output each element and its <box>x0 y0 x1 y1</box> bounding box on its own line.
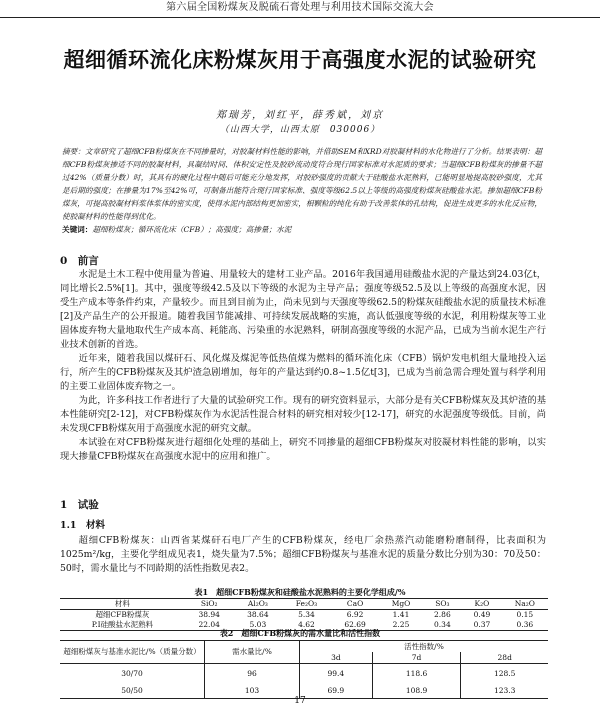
table-header-cell: Al₂O₃ <box>234 599 283 610</box>
table-header-cell: 28d <box>461 652 548 664</box>
paper-title: 超细循环流化床粉煤灰用于高强度水泥的试验研究 <box>63 48 537 72</box>
table-cell: 0.49 <box>473 610 491 619</box>
table-cell: 6.92 <box>346 610 364 619</box>
table-header-cell: CaO <box>331 599 380 610</box>
table-header-row <box>60 641 548 653</box>
header-rule <box>0 17 600 18</box>
table1-caption: 表1 超细CFB粉煤灰和硅酸盐水泥熟料的主要化学组成/% <box>194 587 406 597</box>
table-header-cell: Fe₂O₃ <box>282 599 331 610</box>
section-0-title: 0 前言 <box>60 255 99 267</box>
table-cell: 2.25 <box>392 620 410 629</box>
section-1-1-body <box>60 534 546 576</box>
table-header-cell: SiO₂ <box>185 599 234 610</box>
table-cell: 118.6 <box>372 664 461 685</box>
paragraph: 近年来，随着我国以煤矸石、风化煤及煤泥等低热值煤为燃料的循环流化床（CFB）锅炉发电机组大量地投入运行，所产生的CFB粉煤灰及其炉渣急剧增加，每年的产量达到约0.8~1.5亿t[3]，已成为当前急需合理处置与科学利用的主要工业固体废弃物之一。 <box>60 353 546 392</box>
table-cell: 4.62 <box>298 620 315 629</box>
keywords-label: 关键词： <box>62 225 93 234</box>
table-header-cell: 7d <box>372 652 461 664</box>
paragraph: 本试验在对CFB粉煤灰进行超细化处理的基础上，研究不同掺量的超细CFB粉煤灰对胶凝材料性能的影响，以实现大掺量CFB粉煤灰在高强度水泥中的应用和推广。 <box>60 437 546 462</box>
paragraph: 水泥是土木工程中使用量为普遍、用量较大的建材工业产品。2016年我国通用硅酸盐水泥的产量达到24.03亿t，同比增长2.5%[1]。其中，强度等级42.5及以下等级的水泥为主导产品；强度等级52.5及以上等级的高强度水泥，因受生产成本等条件约束，产量较少。而且到目前为止，尚未见到与天强度等级62.5的粉煤灰硅酸盐水泥的质量技术标准[2]及产品生产的公开报道。随着我国节能减排、可持续发展战略的实施，高认低强度等级的水泥，利用粉煤灰等工业固体废弃物大量地取代生产成本高、耗能高、污染重的水泥熟料，研制高强度等级的水泥产品，已成为当前水泥生产行业技术创新的首选。 <box>60 269 546 350</box>
table-header-cell: 超细粉煤灰与基准水泥比/%（质量分数） <box>60 641 205 664</box>
table-cell: 1.41 <box>392 610 410 619</box>
keywords: 超细粉煤灰；循环流化床（CFB）；高强度；高掺量；水泥 <box>92 225 292 234</box>
table-cell: 0.15 <box>516 610 534 619</box>
table-header-cell: K₂O <box>462 599 502 610</box>
keywords-line <box>62 223 542 236</box>
table-cell: 108.9 <box>372 684 461 699</box>
section-0-body <box>60 268 546 464</box>
table-row <box>60 610 548 621</box>
abstract <box>62 145 542 236</box>
table1 <box>60 598 548 631</box>
table-cell: 103 <box>205 684 300 699</box>
table2-caption: 表2 超细CFB粉煤灰的需水量比和活性指数 <box>219 628 381 638</box>
table-cell: 0.36 <box>516 620 534 629</box>
table-cell: 123.3 <box>461 684 548 699</box>
authors: 郑瑞芳，刘红平，薛秀斌，刘京 <box>216 110 384 121</box>
table-cell: 0.34 <box>434 620 451 629</box>
table-header-cell: MgO <box>379 599 422 610</box>
table-cell: 96 <box>205 664 300 685</box>
table2 <box>60 640 548 699</box>
page-number: 17 <box>294 696 306 706</box>
table-header-cell: 材料 <box>60 599 185 610</box>
affiliation: （山西大学，山西太原 030006） <box>219 125 381 135</box>
section-1-1-title: 1.1 材料 <box>60 520 106 531</box>
table-header-cell: 3d <box>300 652 373 664</box>
table-cell: 62.69 <box>344 620 366 629</box>
table-cell: 128.5 <box>461 664 548 685</box>
table-header-cell: 活性指数/% <box>300 641 549 653</box>
table-cell: 0.37 <box>473 620 491 629</box>
table-header-cell: SO₃ <box>423 599 463 610</box>
abstract-text: 摘要：文章研究了超细CFB粉煤灰在不同掺量时，对胶凝材料性能的影响，并借助SEM和XRD对胶凝材料的水化物进行了分析。结果表明：超细CFB粉煤灰掺适不同的胶凝材料，具凝结时间、体积安定性及胶砂流动度符合现行国家标准对水泥质的要求；当超细CFB粉煤灰的掺量不超过42%（质量分数）时，其具有的硬化过程中随后可能充分地发挥，对胶砂强度的贡献大于硅酸盐水泥熟料，已能明显地提高胶砂强度，尤其是后期的强度；在掺量为17%至42%可，可制备出能符合现行国家标准、强度等级62.5以上等级的高强度粉煤灰硅酸盐水泥。掺加超细CFB粉煤灰，可提高胶凝材料浆体浆体的密实度，使得水泥内部结构更加密实，相颗粒的纯化有助于改善浆体的孔结构，促进生成更多的水化反应物，使胶凝材料的性能得到优化。 <box>62 147 542 221</box>
table-cell: 30/70 <box>121 669 143 678</box>
table-cell: P.I硅酸盐水泥熟料 <box>91 620 154 629</box>
table-header-cell: 需水量比/% <box>205 641 300 664</box>
table-header-cell: Na₂O <box>502 599 548 610</box>
table-cell: 50/50 <box>121 686 143 695</box>
table-cell: 22.04 <box>198 620 220 629</box>
table-row <box>60 664 548 685</box>
table-cell: 超细CFB粉煤灰 <box>95 610 150 619</box>
paragraph: 超细CFB粉煤灰：山西省某煤矸石电厂产生的CFB粉煤灰，经电厂余热蒸汽动能磨粉磨制得，比表面积为1025m²/kg，主要化学组成见表1，烧失量为7.5%；超细CFB粉煤灰与基准水泥的质量分数比分别为30：70及50：50时，需水量比与不同龄期的活性指数见表2。 <box>60 535 546 574</box>
table-cell: 2.86 <box>434 610 451 619</box>
table-cell: 38.94 <box>198 610 220 619</box>
table-cell: 69.9 <box>300 684 373 699</box>
table-header-row <box>60 599 548 610</box>
table-cell: 99.4 <box>300 664 373 685</box>
table-cell: 5.34 <box>298 610 315 619</box>
paragraph: 为此，许多科技工作者进行了大量的试验研究工作。现有的研究资料显示，大部分是有关CFB粉煤灰及其炉渣的基本性能研究[2-12]，对CFB粉煤灰作为水泥活性混合材料的研究相对较少[12-17]，研究的水泥强度等级低。目前，尚未发现CFB粉煤灰用于高强度水泥的研究文献。 <box>60 395 546 434</box>
conference-header: 第六届全国粉煤灰及脱硫石膏处理与利用技术国际交流大会 <box>166 2 434 13</box>
section-1-title: 1 试验 <box>60 499 99 511</box>
table-cell: 5.03 <box>249 620 267 629</box>
table-cell: 38.64 <box>247 610 269 619</box>
